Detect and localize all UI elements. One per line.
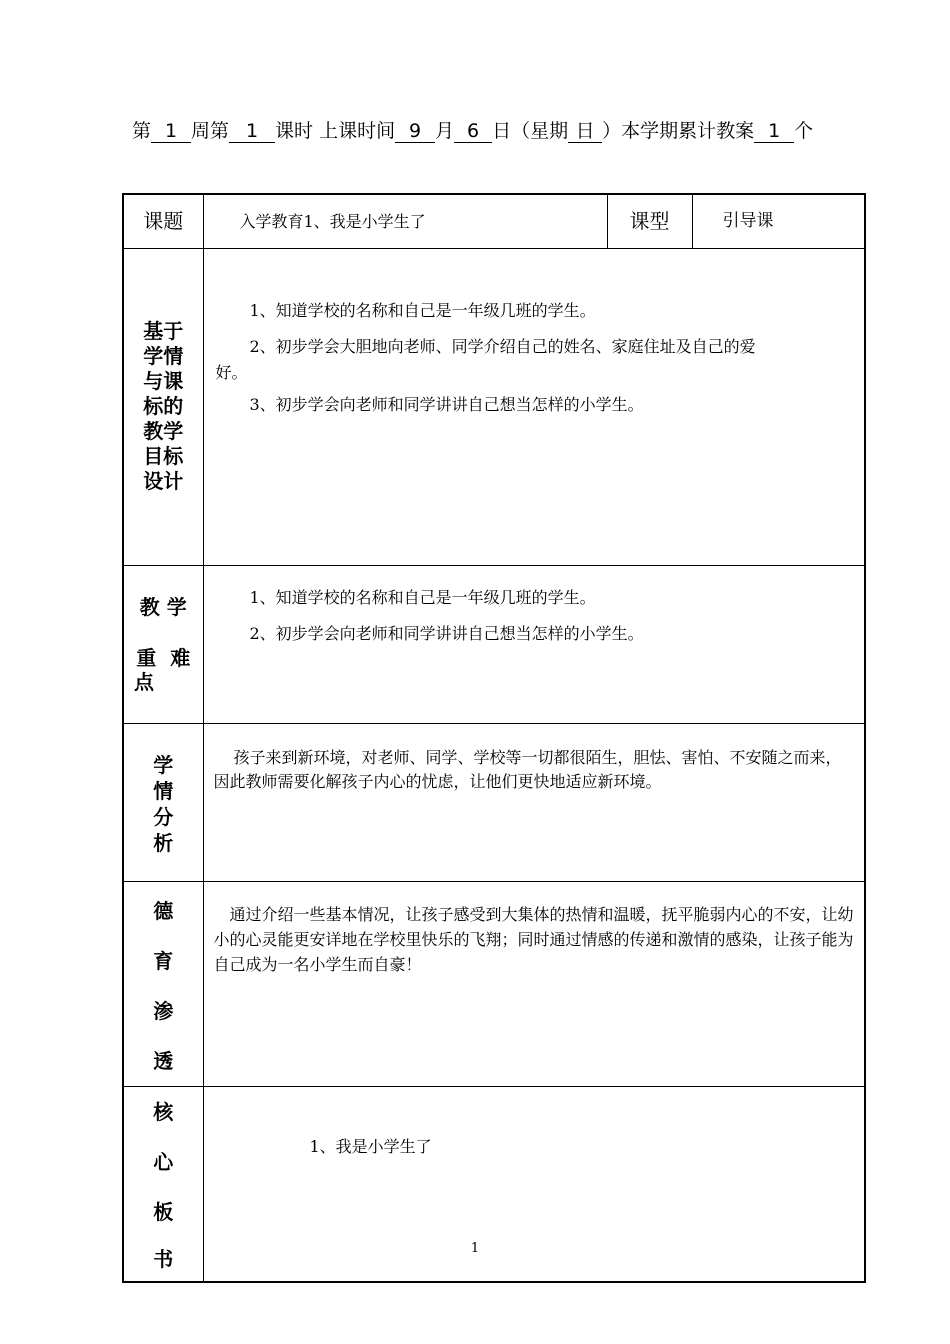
- analysis-text: 孩子来到新环境，对老师、同学、学校等一切都很陌生，胆怯、害怕、不安随之而来，因此教师需要化解孩子内心的忧虑，让他们更快地适应新环境。: [213, 748, 842, 791]
- type-value-cell: [692, 194, 865, 249]
- month-value: 9: [395, 120, 435, 143]
- weekday-close: ）本学期累计教案: [602, 120, 755, 142]
- moral-label-char: 透: [153, 1049, 174, 1073]
- keypoints-label-cell: [123, 566, 203, 724]
- topic-value: 入学教育1、我是小学生了: [239, 212, 426, 231]
- goals-label-line: 目标: [143, 444, 184, 468]
- month-label: 月: [435, 120, 455, 142]
- count-value: 1: [754, 120, 794, 143]
- analysis-content-cell: [203, 724, 865, 882]
- goal-item: 3、初步学会向老师和同学讲讲自己想当怎样的小学生。: [249, 395, 644, 414]
- analysis-label-char: 析: [153, 831, 174, 855]
- keypoints-content: [204, 566, 865, 652]
- moral-label-char: 德: [153, 899, 174, 923]
- lesson-header: [132, 118, 872, 144]
- count-suffix: 个: [794, 120, 814, 142]
- board-label-char: 板: [153, 1200, 174, 1224]
- goal-item: 1、知道学校的名称和自己是一年级几班的学生。: [249, 301, 596, 320]
- board-label-char: 心: [153, 1150, 174, 1174]
- moral-label-char: 渗: [153, 999, 174, 1023]
- goals-label-line: 基于: [143, 319, 184, 343]
- topic-label: 课题: [143, 209, 184, 233]
- keypoints-content-cell: [203, 566, 865, 724]
- goals-label-line: 标的: [143, 394, 184, 418]
- goal-item: 2、初步学会大胆地向老师、同学介绍自己的姓名、家庭住址及自己的爱: [249, 337, 756, 356]
- weekday-value: 日: [568, 120, 602, 143]
- moral-content-cell: [203, 882, 865, 1087]
- topic-value-cell: [203, 194, 607, 249]
- keypoints-label: [124, 594, 203, 694]
- week-prefix: 第: [132, 120, 152, 142]
- week-value: 1: [151, 120, 191, 143]
- period-suffix: 课时 上课时间: [275, 120, 396, 142]
- keypoints-label-line: 点: [134, 670, 154, 694]
- analysis-row: [123, 724, 865, 882]
- lesson-plan-table: [122, 193, 866, 1283]
- board-text: 1、我是小学生了: [309, 1137, 432, 1156]
- analysis-label-cell: [123, 724, 203, 882]
- period-value: 1: [229, 120, 275, 143]
- goals-label-line: 与课: [143, 369, 184, 393]
- type-value: 引导课: [722, 211, 774, 231]
- keypoints-label-line: 教 学: [139, 595, 187, 619]
- type-label-cell: [607, 194, 692, 249]
- moral-label-char: 育: [153, 949, 174, 973]
- keypoint-item: 2、初步学会向老师和同学讲讲自己想当怎样的小学生。: [249, 624, 644, 643]
- goals-label-line: 设计: [143, 469, 184, 493]
- goals-label-line: 教学: [143, 419, 184, 443]
- moral-row: [123, 882, 865, 1087]
- moral-label: [124, 882, 203, 1086]
- topic-label-cell: [123, 194, 203, 249]
- day-label: 日（星期: [492, 120, 569, 142]
- analysis-label-char: 分: [153, 805, 174, 829]
- goals-content-cell: [203, 249, 865, 566]
- type-label: 课型: [629, 209, 670, 233]
- moral-label-cell: [123, 882, 203, 1087]
- keypoint-item: 1、知道学校的名称和自己是一年级几班的学生。: [249, 588, 596, 607]
- goals-row: [123, 249, 865, 566]
- week-mid: 周第: [191, 120, 230, 142]
- analysis-label: [124, 724, 203, 856]
- board-label-char: 书: [153, 1247, 174, 1271]
- topic-row: [123, 194, 865, 249]
- keypoints-label-line: 重 难: [136, 646, 191, 670]
- analysis-label-char: 情: [153, 779, 174, 803]
- board-label-char: 核: [153, 1100, 174, 1124]
- day-value: 6: [454, 120, 492, 143]
- goals-label-line: 学情: [143, 344, 184, 368]
- moral-text: 通过介绍一些基本情况，让孩子感受到大集体的热情和温暖，抚平脆弱内心的不安，让幼小的心灵能更安详地在学校里快乐的飞翔；同时通过情感的传递和激情的感染，让孩子能为自己成为一名小学生而自豪！: [213, 905, 854, 974]
- analysis-label-char: 学: [153, 753, 174, 777]
- keypoints-row: [123, 566, 865, 724]
- page-number: 1: [470, 1241, 480, 1256]
- goal-item: 好。: [215, 363, 248, 382]
- goals-label: [124, 249, 203, 494]
- goals-label-cell: [123, 249, 203, 566]
- goals-content: [204, 249, 865, 423]
